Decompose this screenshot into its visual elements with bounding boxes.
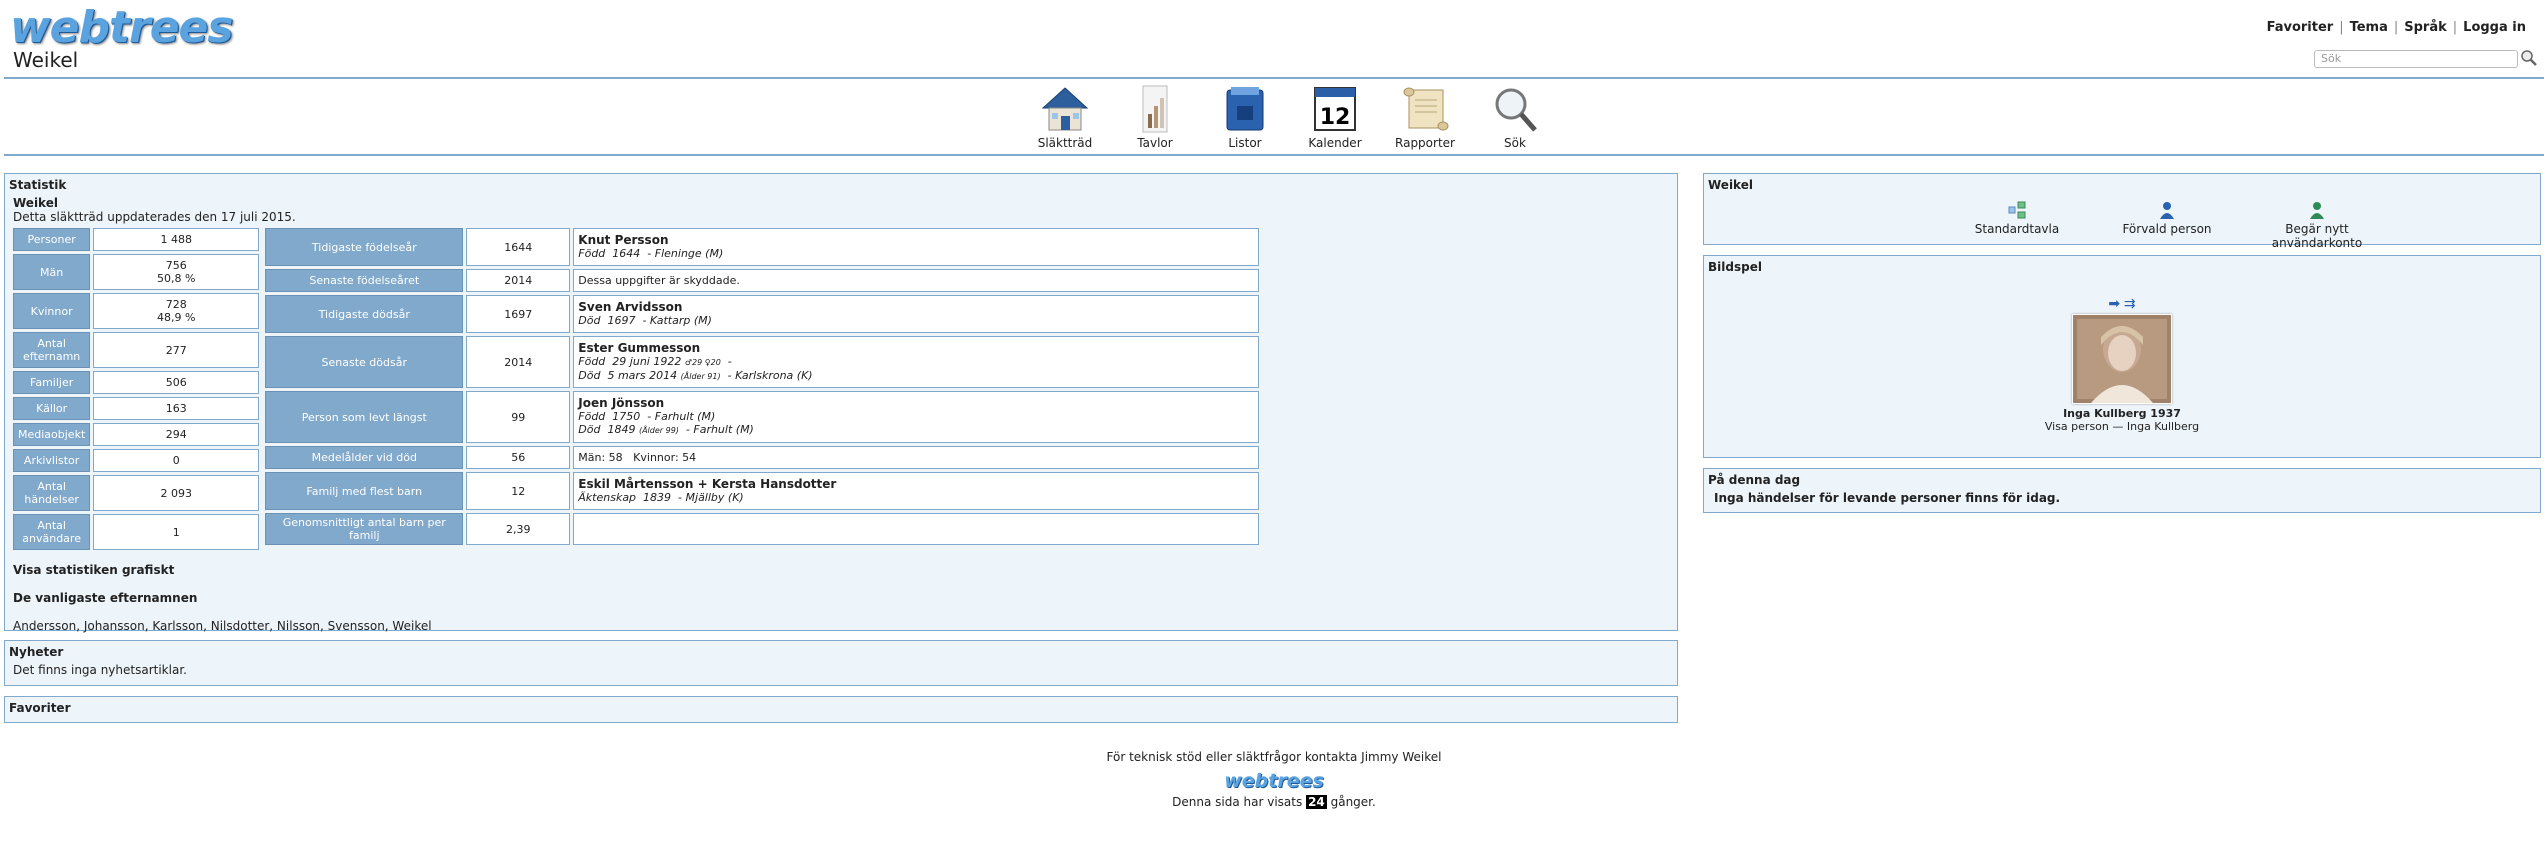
menu-item-reports[interactable] bbox=[1380, 84, 1470, 150]
event-line: Född 1644 - Fleninge (M) bbox=[578, 247, 724, 260]
stat-label: Familjer bbox=[13, 371, 90, 394]
event-line: Äktenskap 1839 - Mjällby (K) bbox=[578, 491, 744, 504]
table-row bbox=[265, 336, 1259, 388]
stat-value: 2014 bbox=[466, 336, 570, 388]
stat-label: Personer bbox=[13, 228, 90, 251]
table-row bbox=[265, 513, 1259, 545]
menu-label-calendar: Kalender bbox=[1308, 136, 1362, 150]
portrait-image bbox=[2073, 315, 2171, 403]
main-menu bbox=[1020, 84, 1560, 150]
menu-label-charts: Tavlor bbox=[1137, 136, 1173, 150]
stat-label: Arkivlistor bbox=[13, 449, 90, 472]
event-date[interactable]: 29 juni 1922 bbox=[612, 354, 682, 368]
header-links bbox=[2267, 20, 2526, 35]
on-this-day-block bbox=[1703, 468, 2541, 513]
menu-item-search[interactable] bbox=[1470, 84, 1560, 150]
table-row bbox=[13, 423, 259, 446]
show-graphic-link[interactable]: Visa statistiken grafiskt bbox=[13, 563, 175, 577]
event-date[interactable]: 1849 bbox=[607, 423, 636, 436]
theme-link[interactable]: Tema bbox=[2349, 20, 2388, 35]
visit-counter bbox=[0, 795, 2548, 809]
stat-value bbox=[93, 254, 259, 290]
request-account-link[interactable] bbox=[2242, 201, 2392, 250]
search-input[interactable]: Sök bbox=[2314, 50, 2518, 68]
event-type: Död bbox=[578, 314, 601, 327]
header-divider bbox=[4, 77, 2544, 79]
stat-label: Män bbox=[13, 254, 90, 290]
stat-value: 56 bbox=[466, 446, 570, 469]
table-row bbox=[13, 371, 259, 394]
stat-value: 2014 bbox=[466, 269, 570, 292]
stat-value: 163 bbox=[93, 397, 259, 420]
stat-percent: 50,8 % bbox=[157, 272, 196, 285]
stat-detail bbox=[573, 228, 1259, 266]
person-link[interactable]: Joen Jönsson bbox=[578, 396, 665, 410]
update-text: Detta släktträd uppdaterades den 17 juli 2015. bbox=[13, 210, 296, 224]
label-line: användare bbox=[22, 532, 81, 545]
event-date[interactable]: 1839 bbox=[643, 491, 672, 504]
block-title: Statistik bbox=[9, 178, 67, 192]
block-title: På denna dag bbox=[1708, 473, 1801, 487]
event-age: (Ålder 91) bbox=[680, 371, 721, 381]
stat-label: Genomsnittligt antal barn per familj bbox=[265, 513, 463, 545]
event-age: ♂29 ♀20 bbox=[684, 357, 721, 367]
contact-text[interactable]: För teknisk stöd eller släktfrågor kontakta Jimmy Weikel bbox=[1106, 750, 1442, 764]
stat-label: Tidigaste födelseår bbox=[265, 228, 463, 266]
block-title: Favoriter bbox=[9, 701, 71, 715]
table-row bbox=[13, 514, 259, 550]
table-row bbox=[13, 293, 259, 329]
event-date[interactable]: 1697 bbox=[607, 314, 636, 327]
separator: | bbox=[2339, 20, 2344, 35]
stat-value: 294 bbox=[93, 423, 259, 446]
favorites-link[interactable]: Favoriter bbox=[2266, 20, 2334, 35]
stat-label: Mediaobjekt bbox=[13, 423, 90, 446]
table-row bbox=[13, 397, 259, 420]
stat-count: 728 bbox=[165, 298, 187, 311]
stat-value: 2,39 bbox=[466, 513, 570, 545]
visits-label: Denna sida har visats bbox=[1172, 795, 1303, 809]
stat-detail bbox=[573, 336, 1259, 388]
surname-list[interactable]: Andersson, Johansson, Karlsson, Nilsdotter, Nilsson, Svensson, Weikel bbox=[13, 619, 432, 633]
label-line: händelser bbox=[24, 493, 79, 506]
stat-label: Senaste födelseåret bbox=[265, 269, 463, 292]
stat-label: Tidigaste dödsår bbox=[265, 295, 463, 333]
stat-value: 12 bbox=[466, 472, 570, 510]
event-line: Död 5 mars 2014 (Ålder 91) - Karlskrona (K) bbox=[578, 368, 813, 382]
stat-label bbox=[13, 475, 90, 511]
news-text: Det finns inga nyhetsartiklar. bbox=[13, 663, 187, 677]
block-title: Nyheter bbox=[9, 645, 64, 659]
table-row bbox=[265, 295, 1259, 333]
stat-detail bbox=[573, 472, 1259, 510]
slide-caption[interactable]: Inga Kullberg 1937 bbox=[2063, 407, 2181, 420]
magnifier-icon bbox=[1489, 84, 1541, 134]
welcome-block bbox=[1703, 173, 2541, 250]
calendar-day: 12 bbox=[1319, 105, 1351, 130]
stat-value: 2 093 bbox=[93, 475, 259, 511]
stats-right-table bbox=[262, 225, 1262, 548]
event-line: Död 1697 - Kattarp (M) bbox=[578, 314, 712, 327]
label-line: efternamn bbox=[23, 350, 81, 363]
menu-label-reports: Rapporter bbox=[1395, 136, 1455, 150]
table-row bbox=[265, 446, 1259, 469]
visits-count: 24 bbox=[1308, 795, 1325, 809]
event-date[interactable]: 1644 bbox=[612, 247, 641, 260]
stat-detail bbox=[573, 513, 1259, 545]
default-person-link[interactable] bbox=[2092, 201, 2242, 250]
table-row bbox=[265, 228, 1259, 266]
event-line: Död 1849 (Ålder 99) - Farhult (M) bbox=[578, 423, 754, 436]
person-link[interactable]: Ester Gummesson bbox=[578, 340, 701, 355]
statistics-block bbox=[4, 173, 1678, 631]
menu-item-calendar[interactable] bbox=[1290, 84, 1380, 150]
stat-value: 99 bbox=[466, 391, 570, 443]
separator: | bbox=[2393, 20, 2399, 35]
menu-label-search: Sök bbox=[1504, 136, 1526, 150]
person-icon bbox=[2158, 201, 2176, 219]
table-row bbox=[265, 391, 1259, 443]
stat-label bbox=[13, 514, 90, 550]
favorites-block bbox=[4, 696, 1678, 723]
stat-label: Medelålder vid död bbox=[265, 446, 463, 469]
event-type: Död bbox=[578, 368, 601, 382]
stat-value: 1644 bbox=[466, 228, 570, 266]
footer-logo[interactable]: webtrees bbox=[1224, 770, 1324, 792]
event-line: Född 1750 - Farhult (M) bbox=[578, 410, 716, 423]
event-type: Född bbox=[578, 410, 606, 423]
event-age: (Ålder 99) bbox=[638, 426, 679, 435]
event-type: Äktenskap bbox=[578, 491, 637, 504]
event-place[interactable]: Farhult (M) bbox=[654, 410, 716, 423]
stat-count: 756 bbox=[165, 259, 187, 272]
label-line: Antal bbox=[37, 480, 66, 493]
stat-value: 0 bbox=[93, 449, 259, 472]
table-row bbox=[13, 332, 259, 368]
tree-title: Weikel bbox=[13, 48, 79, 72]
stat-label: Kvinnor bbox=[13, 293, 90, 329]
separator: | bbox=[2452, 20, 2458, 35]
slide-subcaption[interactable]: Visa person — Inga Kullberg bbox=[2044, 420, 2200, 433]
stat-detail: Män: 58 Kvinnor: 54 bbox=[573, 446, 1259, 469]
stats-left-table bbox=[10, 225, 262, 553]
event-type: Född bbox=[578, 354, 606, 368]
event-place[interactable]: Kattarp (M) bbox=[649, 314, 712, 327]
label-line: Antal bbox=[37, 337, 66, 350]
house-icon bbox=[1039, 84, 1091, 134]
visits-suffix: gånger. bbox=[1330, 795, 1376, 809]
event-type: Född bbox=[578, 247, 606, 260]
stat-label bbox=[13, 332, 90, 368]
stat-value: 277 bbox=[93, 332, 259, 368]
tree-name: Weikel bbox=[13, 196, 58, 210]
block-title: Bildspel bbox=[1708, 260, 1762, 274]
event-place[interactable]: Mjällby (K) bbox=[685, 491, 744, 504]
table-row bbox=[13, 228, 259, 251]
webtrees-logo[interactable]: webtrees bbox=[10, 2, 233, 53]
news-block bbox=[4, 640, 1678, 686]
charts-icon bbox=[1129, 84, 1181, 134]
link-label: Begär nytt användarkonto bbox=[2271, 222, 2363, 250]
menu-label-lists: Listor bbox=[1228, 136, 1262, 150]
table-row bbox=[13, 254, 259, 290]
stat-detail bbox=[573, 391, 1259, 443]
pedigree-icon bbox=[2008, 201, 2026, 219]
event-type: Död bbox=[578, 423, 601, 436]
stat-label: Person som levt längst bbox=[265, 391, 463, 443]
event-date[interactable]: 1750 bbox=[612, 410, 641, 423]
stat-value: 1 488 bbox=[93, 228, 259, 251]
login-link[interactable]: Logga in bbox=[2463, 20, 2526, 35]
event-place[interactable]: Karlskrona (K) bbox=[735, 368, 813, 382]
surnames-heading: De vanligaste efternamnen bbox=[13, 591, 198, 605]
on-this-day-text: Inga händelser för levande personer finns för idag. bbox=[1714, 491, 2061, 505]
stat-label: Källor bbox=[13, 397, 90, 420]
person-link[interactable]: Knut Persson bbox=[578, 233, 669, 247]
stat-value bbox=[93, 293, 259, 329]
event-place[interactable]: Farhult (M) bbox=[693, 423, 754, 436]
event-line: Född 29 juni 1922 ♂29 ♀20 - bbox=[578, 354, 732, 368]
slideshow-photo[interactable] bbox=[2072, 314, 2172, 404]
menu-divider bbox=[4, 154, 2544, 156]
block-title: Weikel bbox=[1708, 178, 1753, 192]
menu-item-tree[interactable] bbox=[1020, 84, 1110, 150]
stat-value: 1697 bbox=[466, 295, 570, 333]
search-icon[interactable] bbox=[2520, 49, 2538, 67]
menu-item-charts[interactable] bbox=[1110, 84, 1200, 150]
stat-label: Familj med flest barn bbox=[265, 472, 463, 510]
default-chart-link[interactable] bbox=[1942, 201, 2092, 250]
family-link[interactable]: Eskil Mårtensson + Kersta Hansdotter bbox=[578, 477, 837, 491]
menu-label-tree: Släktträd bbox=[1037, 136, 1093, 150]
table-row bbox=[265, 472, 1259, 510]
link-label: Standardtavla bbox=[1974, 222, 2060, 236]
link-label: Förvald person bbox=[2122, 222, 2212, 236]
table-row bbox=[13, 475, 259, 511]
stat-percent: 48,9 % bbox=[157, 311, 196, 324]
stat-detail: Dessa uppgifter är skyddade. bbox=[573, 269, 1259, 292]
stat-value: 506 bbox=[93, 371, 259, 394]
event-date[interactable]: 5 mars 2014 bbox=[607, 368, 678, 382]
label-line: Antal bbox=[37, 519, 66, 532]
event-place[interactable]: Fleninge (M) bbox=[654, 247, 724, 260]
slideshow-controls bbox=[1704, 296, 2540, 312]
play-icon[interactable]: ➡ bbox=[2108, 296, 2121, 312]
stat-value: 1 bbox=[93, 514, 259, 550]
stat-detail bbox=[573, 295, 1259, 333]
stat-label: Senaste dödsår bbox=[265, 336, 463, 388]
scroll-icon bbox=[1399, 84, 1451, 134]
table-row bbox=[13, 449, 259, 472]
calendar-icon bbox=[1309, 84, 1361, 134]
new-user-icon bbox=[2308, 201, 2326, 219]
language-link[interactable]: Språk bbox=[2404, 20, 2447, 35]
table-row bbox=[265, 269, 1259, 292]
person-link[interactable]: Sven Arvidsson bbox=[578, 300, 683, 314]
lists-icon bbox=[1219, 84, 1271, 134]
menu-item-lists[interactable] bbox=[1200, 84, 1290, 150]
next-icon[interactable]: ⇉ bbox=[2123, 296, 2136, 312]
slideshow-block bbox=[1703, 255, 2541, 458]
